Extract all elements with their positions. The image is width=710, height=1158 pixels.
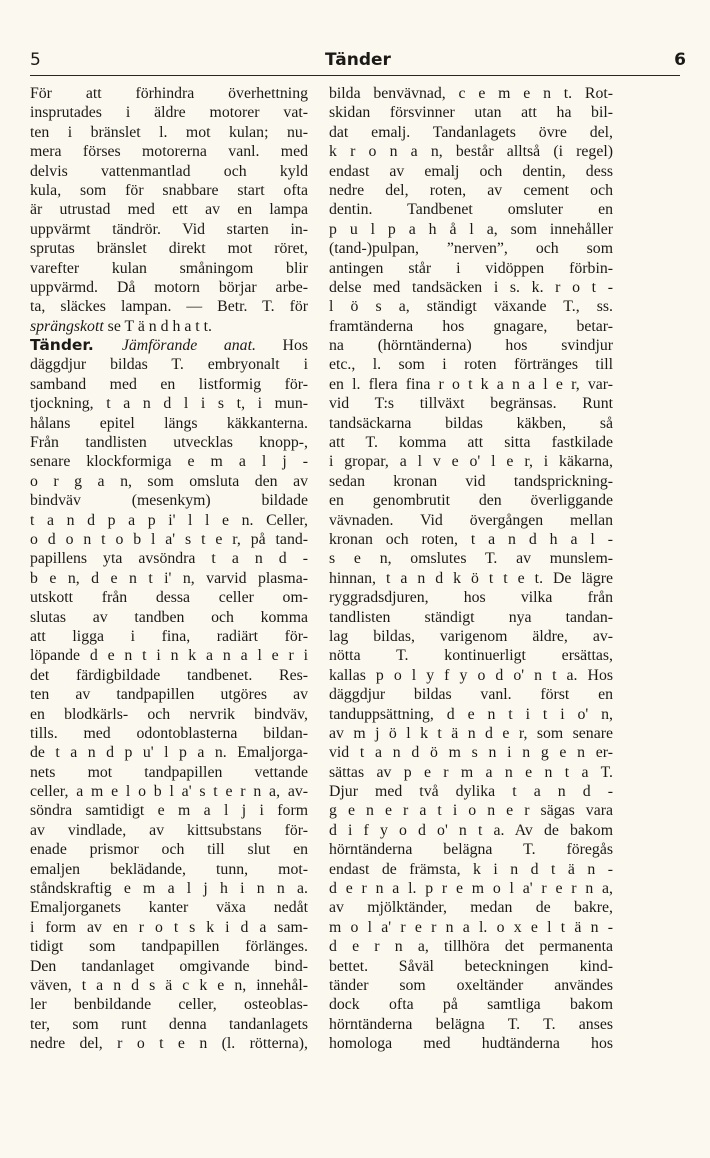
text-line: papillens yta avsöndra t a n d -	[30, 550, 308, 568]
header-rule	[30, 75, 680, 76]
text-line: att T. komma att sitta fastkilade	[329, 434, 613, 452]
text-line: bettet. Såväl beteckningen kind-	[329, 957, 613, 975]
text-line: ryggradsdjuren, hos vilka från	[329, 589, 613, 607]
text-line: tänder som oxeltänder användes	[329, 976, 613, 994]
text-line: k r o n a n, består alltså (i regel)	[329, 143, 613, 161]
text-line: vävnaden. Vid övergången mellan	[329, 511, 613, 529]
page-number-left: 5	[30, 50, 41, 70]
text-line: kallas p o l y f y o d o' n t a. Hos	[329, 666, 613, 684]
text-line: tidigt som tandpapillen förlänges.	[30, 938, 308, 956]
text-line: en l. flera fina r o t k a n a l e r, var-	[329, 375, 613, 393]
text-line: emaljen beklädande, tunn, mot-	[30, 860, 308, 878]
text-line: För att förhindra överhettning	[30, 85, 308, 102]
text-line: sprutas bränslet direkt mot röret,	[30, 240, 308, 258]
text-line: slutas av tandben och komma	[30, 608, 308, 626]
text-line: sprängskott se T ä n d h a t t.	[30, 317, 212, 335]
text-line: celler, a m e l o b l a' s t e r n a, av-	[30, 783, 308, 801]
page-header	[30, 44, 686, 74]
text-line: sättas av p e r m a n e n t a T.	[329, 763, 613, 781]
text-line: tandlisten ständigt nya tandan-	[329, 608, 613, 626]
text-line: t a n d p a p i' l l e n. Celler,	[30, 511, 308, 529]
text-line: de t a n d p u' l p a n. Emaljorga-	[30, 744, 308, 762]
text-line: hörntänderna belägna T. föregås	[329, 841, 613, 859]
text-line: o r g a n, som omsluta den av	[30, 472, 308, 490]
text-line: d e r n a l. p r e m o l a' r e r n a,	[329, 880, 613, 898]
text-line: att ligga i fina, radiärt för-	[30, 627, 308, 645]
text-line: vid T:s tillväxt begränsas. Runt	[329, 395, 613, 413]
text-line: hinnan, t a n d k ö t t e t. De lägre	[329, 569, 613, 587]
text-line: etc., l. som i roten förtränges till	[329, 356, 613, 374]
text-line: d i f y o d o' n t a. Av de bakom	[329, 821, 613, 839]
text-line: samband med en listformig för-	[30, 375, 308, 393]
text-line: endast de främsta, k i n d t ä n -	[329, 860, 613, 878]
text-line: delvis vattenmantlad och kyld	[30, 162, 308, 180]
text-line: en blodkärls- och nervrik bindväv,	[30, 705, 308, 723]
text-line: tandsäckarna bildas käkben, så	[329, 414, 613, 432]
text-line: (tand-)pulpan, ”nerven”, och som	[329, 240, 613, 258]
running-title: Tänder	[325, 50, 391, 70]
text-line: ten av tandpapillen utgöres av	[30, 686, 308, 704]
text-line: s e n, omslutes T. av munslem-	[329, 550, 613, 568]
text-line: b e n, d e n t i' n, varvid plasma-	[30, 569, 308, 587]
text-line: insprutades i äldre motorer vat-	[30, 104, 308, 122]
text-line: dock ofta på samtliga bakom	[329, 996, 613, 1014]
text-line: mera förses motorerna vanl. med	[30, 143, 308, 161]
text-line: ståndskraftig e m a l j h i n n a.	[30, 880, 308, 898]
text-line: hålans epitel längs käkkanterna.	[30, 414, 308, 432]
text-line: Från tandlisten utvecklas knopp-,	[30, 434, 308, 452]
text-line: löpande d e n t i n k a n a l e r i	[30, 647, 308, 665]
text-line: bindväv (mesenkym) bildade	[30, 492, 308, 510]
text-line: tanduppsättning, d e n t i t i o' n,	[329, 705, 613, 723]
text-line: bilda benvävnad, c e m e n t. Rot-	[329, 85, 613, 102]
text-line: ter, som runt denna tandanlagets	[30, 1015, 308, 1033]
text-line: Djur med två dylika t a n d -	[329, 783, 613, 801]
text-line: nedre del, roten, av cement och	[329, 181, 613, 199]
text-line: na (hörntänderna) hos svindjur	[329, 337, 613, 355]
text-line: söndra samtidigt e m a l j i form	[30, 802, 308, 820]
text-line: homologa med hudtänderna hos	[329, 1035, 613, 1053]
text-line: av mjölktänder, medan de bakre,	[329, 899, 613, 917]
text-line: lag bildas, varigenom äldre, av-	[329, 627, 613, 645]
text-line: nedre del, r o t e n (l. rötterna),	[30, 1035, 308, 1053]
text-line: varefter kulan småningom blir	[30, 259, 308, 277]
text-line: ler benbildande celler, osteoblas-	[30, 996, 308, 1014]
text-line: är utrustad med ett av en lampa	[30, 201, 308, 219]
text-line: kronan och roten, t a n d h a l -	[329, 530, 613, 548]
text-line: senare klockformiga e m a l j -	[30, 453, 308, 471]
text-line: en genombrutit den överliggande	[329, 492, 613, 510]
text-line: enade prismor och till slut en	[30, 841, 308, 859]
text-line: sedan kronan vid tandsprickning-	[329, 472, 613, 490]
page-number-right: 6	[674, 50, 686, 70]
text-line: utskott från dessa celler om-	[30, 589, 308, 607]
text-line: endast av emalj och dentin, dess	[329, 162, 613, 180]
text-line: dat emalj. Tandanlagets övre del,	[329, 123, 613, 141]
text-line: däggdjur bildas vanl. först en	[329, 686, 613, 704]
right-column	[329, 84, 613, 1054]
text-line: ta, släckes lampan. — Betr. T. för	[30, 298, 308, 316]
text-line: väven, t a n d s ä c k e n, innehål-	[30, 976, 308, 994]
text-line: ten i bränslet l. mot kulan; nu-	[30, 123, 308, 141]
text-line: antingen står i vidöppen förbin-	[329, 259, 613, 277]
text-line: uppvärmd. Då motorn börjar arbe-	[30, 278, 308, 296]
text-line: det färdigbildade tandbenet. Res-	[30, 666, 308, 684]
text-line: uppvärmt tändrör. Vid starten in-	[30, 220, 308, 238]
text-line: hörntänderna belägna T. T. anses	[329, 1015, 613, 1033]
text-line: nötta T. kontinuerligt ersättas,	[329, 647, 613, 665]
text-line: vid t a n d ö m s n i n g e n er-	[329, 744, 613, 762]
text-line: i form av en r o t s k i d a sam-	[30, 918, 308, 936]
text-line: dentin. Tandbenet omsluter en	[329, 201, 613, 219]
left-column	[30, 84, 308, 1054]
text-line: m o l a' r e r n a l. o x e l t ä n -	[329, 918, 613, 936]
text-line: l ö s a, ständigt växande T., ss.	[329, 298, 613, 316]
text-line: p u l p a h å l a, som innehåller	[329, 220, 613, 238]
text-line: Emaljorganets kanter växa nedåt	[30, 899, 308, 917]
text-line: kula, som för snabbare start ofta	[30, 181, 308, 199]
text-line: av m j ö l k t ä n d e r, som senare	[329, 724, 613, 742]
text-line: delse med tandsäcken i s. k. r o t -	[329, 278, 613, 296]
text-line: tills. med odontoblasterna bildan-	[30, 724, 308, 742]
text-line: g e n e r a t i o n e r sägas vara	[329, 802, 613, 820]
text-line: tjockning, t a n d l i s t, i mun-	[30, 395, 308, 413]
text-line: nets mot tandpapillen vettande	[30, 763, 308, 781]
text-line: Den tandanlaget omgivande bind-	[30, 957, 308, 975]
text-line: Tänder. Jämförande anat. Hos	[30, 336, 308, 355]
text-line: däggdjur bildas T. embryonalt i	[30, 356, 308, 374]
text-line: framtänderna hos gnagare, betar-	[329, 317, 613, 335]
text-line: o d o n t o b l a' s t e r, på tand-	[30, 530, 308, 548]
text-line: i gropar, a l v e o' l e r, i käkarna,	[329, 453, 613, 471]
text-line: av vindlade, av kittsubstans för-	[30, 821, 308, 839]
text-line: skidan försvinner utan att ha bil-	[329, 104, 613, 122]
text-line: d e r n a, tillhöra det permanenta	[329, 938, 613, 956]
